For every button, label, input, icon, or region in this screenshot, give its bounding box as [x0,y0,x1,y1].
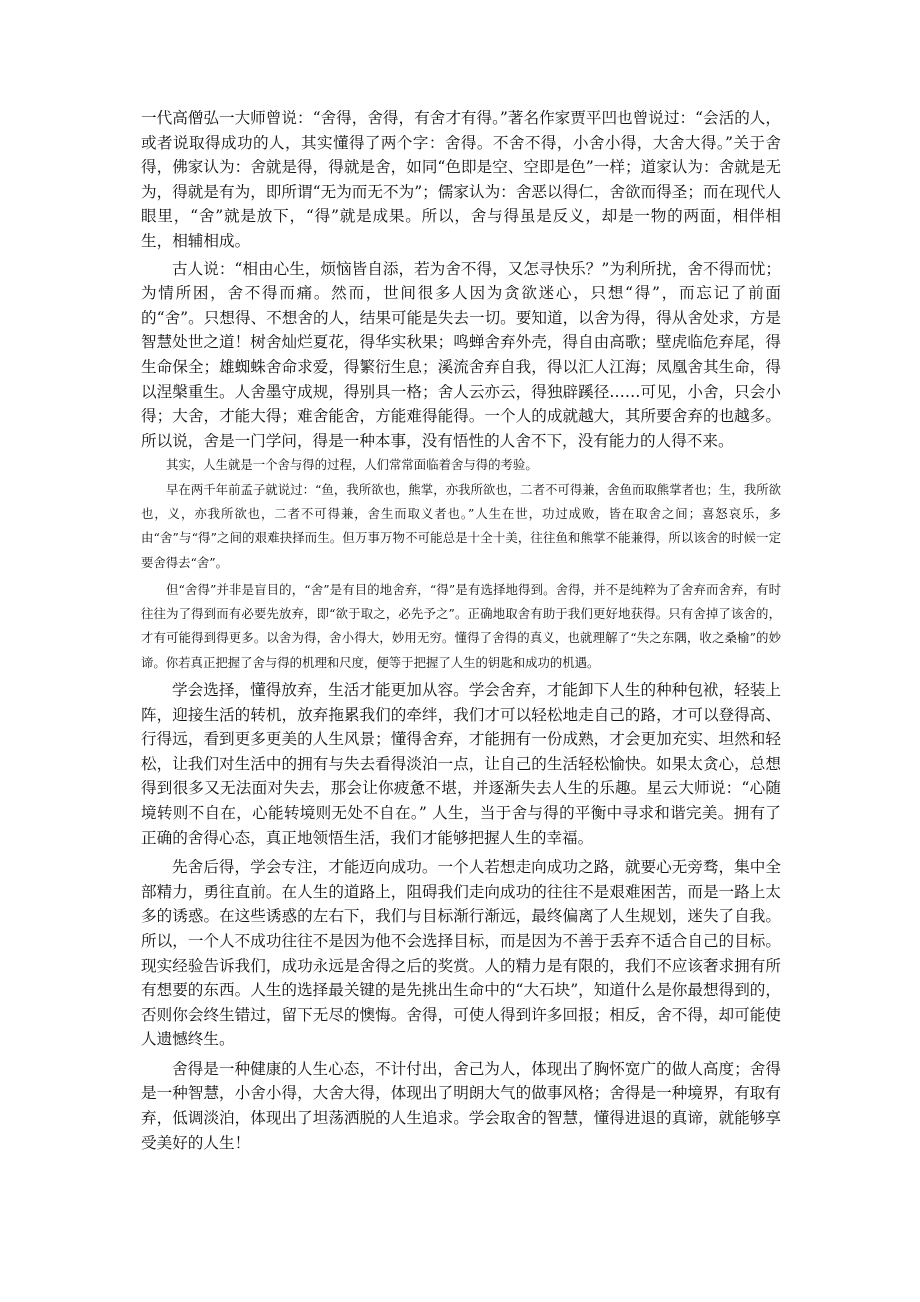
article-body [141,106,781,1155]
paragraph-5: 但“舍得”并非是盲目的，“舍”是有目的地舍弃，“得”是有选择地得到。舍得，并不是纯粹为了舍弃而舍弃，有时往往为了得到而有必要先放弃，即“欲于取之，必先予之”。正确地取舍有助于我们更好地获得。只有舍掉了该舍的，才有可能得到得更多。以舍为得，舍小得大，妙用无穷。懂得了舍得的真义，也就理解了“失之东隅，收之桑榆”的妙谛。你若真正把握了舍与得的机理和尺度，便等于把握了人生的钥匙和成功的机遇。 [141,581,781,670]
paragraph-7: 先舍后得，学会专注，才能迈向成功。一个人若想走向成功之路，就要心无旁骛，集中全部精力，勇往直前。在人生的道路上，阻碍我们走向成功的往往不是艰难困苦，而是一路上太多的诱惑。在这些诱惑的左右下，我们与目标渐行渐远，最终偏离了人生规划，迷失了自我。所以，一个人不成功往往不是因为他不会选择目标，而是因为不善于丢弃不适合自己的目标。现实经验告诉我们，成功永远是舍得之后的奖赏。人的精力是有限的，我们不应该奢求拥有所有想要的东西。人生的选择最关键的是先挑出生命中的“大石块”，知道什么是你最想得到的，否则你会终生错过，留下无尽的懊悔。舍得，可使人得到许多回报；相反，舍不得，却可能使人遗憾终生。 [141,858,781,1049]
paragraph-4: 早在两千年前孟子就说过：“鱼，我所欲也，熊掌，亦我所欲也，二者不可得兼，舍鱼而取熊掌者也；生，我所欲也，义，亦我所欲也，二者不可得兼，舍生而取义者也。”人生在世，功过成败，皆在取舍之间；喜怒哀乐，多由“舍”与“得”之间的艰难抉择而生。但万事万物不可能总是十全十美，往往鱼和熊掌不能兼得，所以该舍的时候一定要舍得去“舍”。 [141,481,781,570]
paragraph-8: 舍得是一种健康的人生心态，不计付出，舍己为人，体现出了胸怀宽广的做人高度；舍得是一种智慧，小舍小得，大舍大得，体现出了明朗大气的做事风格；舍得是一种境界，有取有弃，低调淡泊，体现出了坦荡洒脱的人生追求。学会取舍的智慧，懂得进退的真谛，就能够享受美好的人生！ [141,1059,781,1152]
paragraph-1: 一代高僧弘一大师曾说：“舍得，舍得，有舍才有得。”著名作家贾平凹也曾说过：“会活的人，或者说取得成功的人，其实懂得了两个字：舍得。不舍不得，小舍小得，大舍大得。”关于舍得，佛家认为：舍就是得，得就是舍，如同“色即是空、空即是色”一样；道家认为：舍就是无为，得就是有为，即所谓“无为而无不为”；儒家认为：舍恶以得仁，舍欲而得圣；而在现代人眼里，“舍”就是放下，“得”就是成果。所以，舍与得虽是反义，却是一物的两面，相伴相生，相辅相成。 [141,109,781,250]
paragraph-6: 学会选择，懂得放弃，生活才能更加从容。学会舍弃，才能卸下人生的种种包袱，轻装上阵，迎接生活的转机，放弃拖累我们的牵绊，我们才可以轻松地走自己的路，才可以登得高、行得远，看到更多更美的人生风景；懂得舍弃，才能拥有一份成熟，才会更加充实、坦然和轻松，让我们对生活中的拥有与失去看得淡泊一点，让自己的生活轻松愉快。如果太贪心，总想得到很多又无法面对失去，那会让你疲惫不堪，并逐渐失去人生的乐趣。星云大师说：“心随境转则不自在，心能转境则无处不自在。” 人生，当于舍与得的平衡中寻求和谐完美。拥有了正确的舍得心态，真正地领悟生活，我们才能够把握人生的幸福。 [141,680,781,847]
paragraph-2: 古人说：“相由心生，烦恼皆自添，若为舍不得，又怎寻快乐？”为利所扰，舍不得而忧；为情所困，舍不得而痛。然而，世间很多人因为贪欲迷心，只想“得”，而忘记了前面的“舍”。只想得、不想舍的人，结果可能是失去一切。要知道，以舍为得，得从舍处求，方是智慧处世之道！树舍灿烂夏花，得华实秋果；鸣蝉舍弃外壳，得自由高歌；壁虎临危弃尾，得生命保全；雄蜘蛛舍命求爱，得繁衍生息；溪流舍弃自我，得以汇人江海；凤凰舍其生命，得以涅槃重生。人舍墨守成规，得别具一格；舍人云亦云，得独辟蹊径……可见，小舍，只会小得；大舍，才能大得；难舍能舍，方能难得能得。一个人的成就越大，其所要舍弃的也越多。所以说，舍是一门学问，得是一种本事，没有悟性的人舍不下，没有能力的人得不来。 [141,259,781,450]
paragraph-3: 其实，人生就是一个舍与得的过程，人们常常面临着舍与得的考验。 [166,457,538,473]
